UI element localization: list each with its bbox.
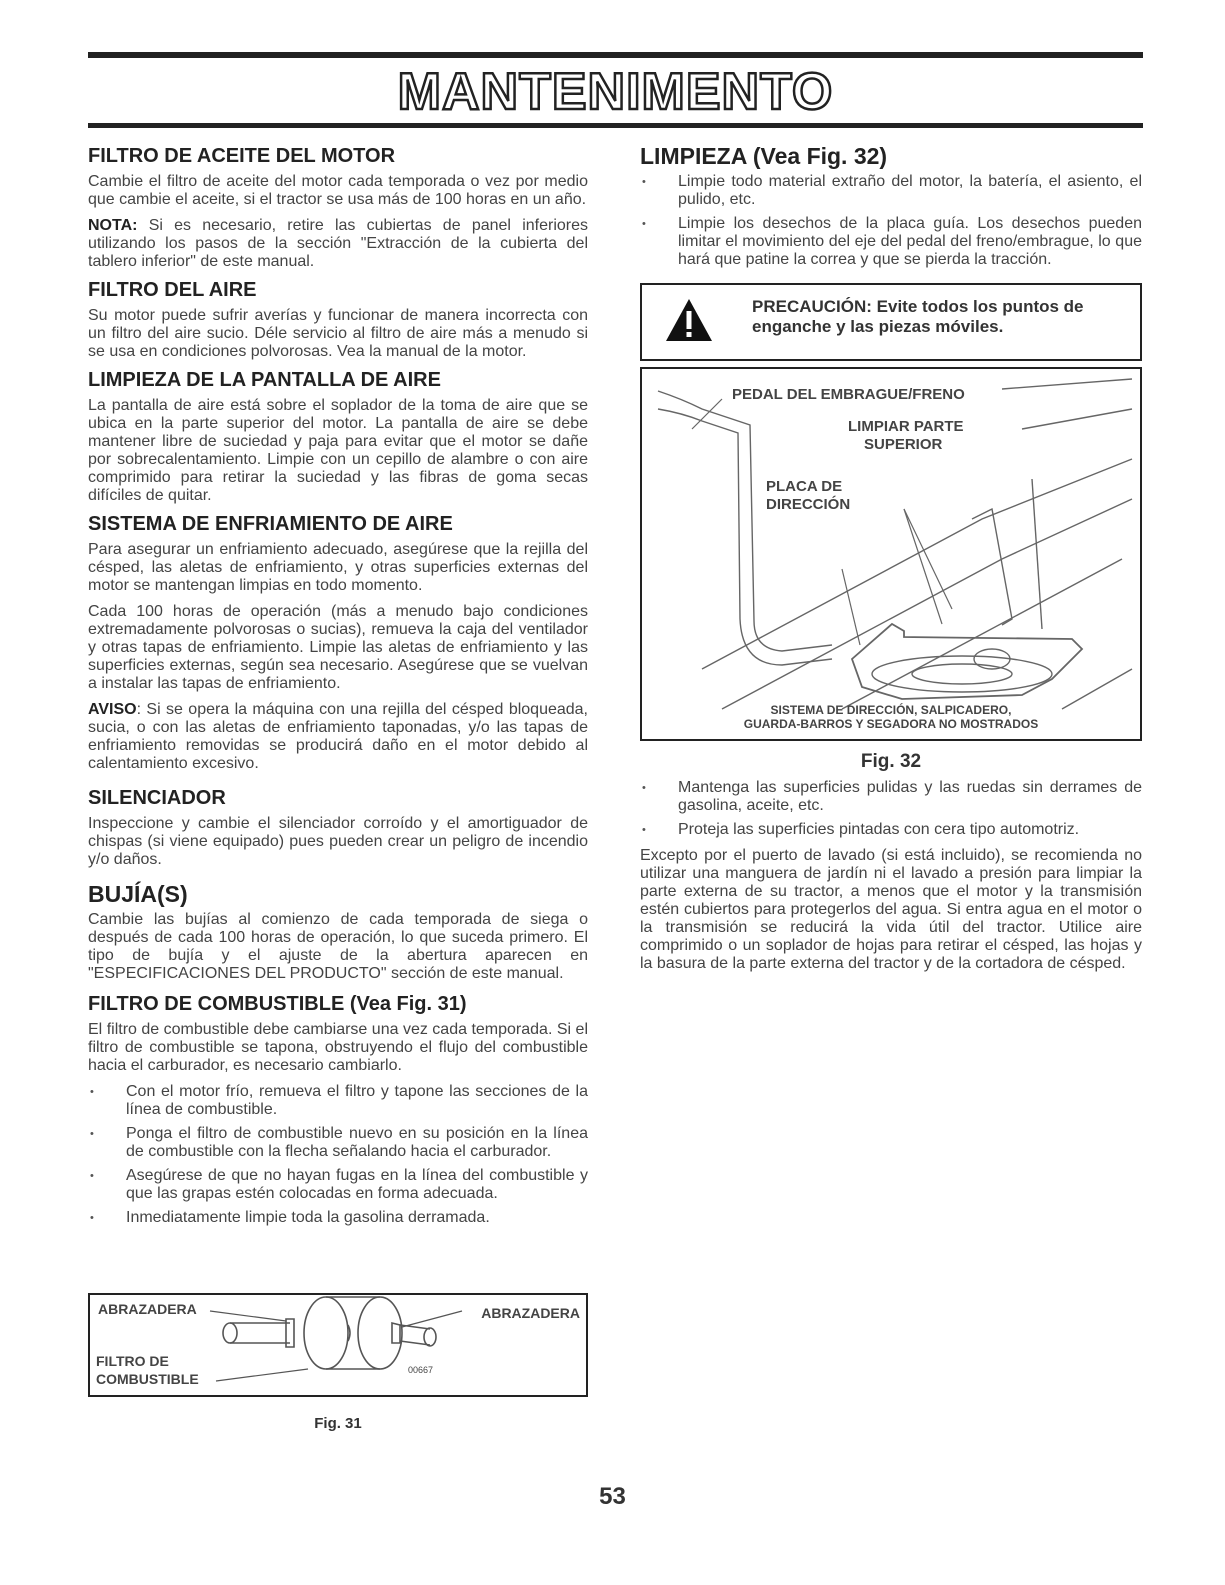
paragraph: La pantalla de aire está sobre el soplador de la toma de aire que se ubica en la parte superior del motor. La pantalla de aire se debe mantener libre de suciedad y paja para evitar que el motor se dañe por sobrecalentamiento. Limpie con un cepillo de alambre o con aire comprimido para retirar la suciedad y las fibras de goma secas difíciles de quitar. (88, 397, 588, 504)
label-pedal: PEDAL DEL EMBRAGUE/FRENO (732, 386, 965, 403)
paragraph: El filtro de combustible debe cambiarse una vez cada temporada. Si el filtro de combustible se tapona, obstruyendo el flujo del combustible hacia el carburador, es necesario cambiarlo. (88, 1021, 588, 1074)
section-spark-plugs (88, 883, 588, 983)
paragraph: Cambie las bujías al comienzo de cada temporada de siega o después de cada 100 horas de operación, lo que suceda primero. El tipo de bujía y el ajuste de la abertura aparecen en "ESPECIFICACIONES DEL PRODUCTO" sección de este manual. (88, 911, 588, 982)
list-item: • Limpie todo material extraño del motor, la batería, el asiento, el pulido, etc. (640, 173, 1142, 209)
notice-paragraph (88, 701, 588, 773)
label-clean-top-2: SUPERIOR (864, 436, 943, 453)
top-rule (88, 52, 1143, 58)
paragraph: Cambie el filtro de aceite del motor cada temporada o vez por medio que cambie el aceite, si el tractor se usa más de 100 horas en un año. (88, 173, 588, 208)
list-item: • Ponga el filtro de combustible nuevo en su posición en la línea de combustible con la flecha señalando hacia el carburador. (88, 1125, 588, 1161)
paragraph: Su motor puede sufrir averías y funcionar de manera incorrecta con un filtro del aire sucio. Déle servicio al filtro de aire más a menudo si se usa en condiciones polvorosas. Vea la manual de la motor. (88, 307, 588, 360)
section-title: FILTRO DE COMBUSTIBLE (Vea Fig. 31) (88, 993, 467, 1015)
section-air-cooling-system (88, 513, 588, 773)
cleaning-list (640, 173, 1142, 269)
surfaces-list (640, 779, 1142, 839)
label-clean-top-1: LIMPIAR PARTE (848, 418, 964, 435)
paragraph: Para asegurar un enfriamiento adecuado, asegúrese que la rejilla del césped, las aletas de enfriamiento, y otras superficies externas del motor se mantengan limpias en todo momento. (88, 541, 588, 594)
paragraph: Inspeccione y cambie el silenciador corroído y el amortiguador de chispas (si viene equipado) pues pueden crear un peligro de incendio y/o daños. (88, 815, 588, 868)
title-rule (88, 123, 1143, 128)
section-title: LIMPIEZA (Vea Fig. 32) (640, 143, 888, 169)
list-item: • Mantenga las superficies pulidas y las ruedas sin derrames de gasolina, aceite, etc. (640, 779, 1142, 815)
figure-note-2: GUARDA-BARROS Y SEGADORA NO MOSTRADOS (743, 717, 1039, 731)
section-title: FILTRO DE ACEITE DEL MOTOR (88, 145, 396, 167)
label-clamp-left: ABRAZADERA (98, 1301, 197, 1317)
section-title: SILENCIADOR (88, 787, 226, 809)
label-plate-2: DIRECCIÓN (766, 496, 851, 513)
figure-32-caption: Fig. 32 (860, 751, 922, 772)
page-number: 53 (599, 1483, 626, 1510)
list-item: • Con el motor frío, remueva el filtro y tapone las secciones de la línea de combustible. (88, 1083, 588, 1119)
list-item: • Proteja las superficies pintadas con cera tipo automotriz. (640, 821, 1142, 839)
section-title: LIMPIEZA DE LA PANTALLA DE AIRE (88, 369, 441, 391)
left-column (88, 145, 588, 1235)
figure-note-1: SISTEMA DE DIRECCIÓN, SALPICADERO, (770, 703, 1012, 717)
right-column (640, 145, 1142, 981)
note-label: NOTA: (88, 217, 138, 234)
label-fuel-filter-2: COMBUSTIBLE (96, 1371, 199, 1387)
figure-32-box (640, 367, 1142, 741)
label-fuel-filter-1: FILTRO DE (96, 1353, 169, 1369)
caution-box (640, 283, 1142, 361)
figure-code: 00667 (408, 1365, 434, 1375)
label-clamp-right: ABRAZADERA (481, 1305, 580, 1321)
figure-31-caption: Fig. 31 (314, 1415, 362, 1432)
figure-31 (88, 1293, 588, 1438)
list-item: • Inmediatamente limpie toda la gasolina derramada. (88, 1209, 588, 1227)
section-engine-oil-filter (88, 145, 588, 271)
washing-paragraph: Excepto por el puerto de lavado (si está incluido), se recomienda no utilizar una manguera de jardín ni el lavado a presión para limpiar la parte externa de su tractor, a menos que el motor y la transmisión estén cubiertos para protegerlos del agua. Si entra agua en el motor o la transmisión se reducirá la vida útil del tractor. Utilice aire comprimido o un soplador de hojas para retirar el césped, las hojas y la basura de la parte externa del tractor y de la cortadora de césped. (640, 847, 1142, 972)
list-item: • Limpie los desechos de la placa guía. Los desechos pueden limitar el movimiento del eje del pedal del freno/embrague, lo que hará que patine la correa y que se pierda la tracción. (640, 215, 1142, 269)
section-air-filter (88, 279, 588, 361)
section-fuel-filter (88, 993, 588, 1227)
notice-text: : Si se opera la máquina con una rejilla del césped bloqueada, sucia, o con las aletas de enfriamiento taponadas, y/o las tapas de enfriamiento removidas se producirá daño en el motor debido al calentamiento excesivo. (88, 701, 588, 772)
caution-line-1: PRECAUCIÓN: Evite todos los puntos de (752, 297, 1084, 316)
note-text: Si es necesario, retire las cubiertas de panel inferiores utilizando los pasos de la sección "Extracción de la cubierta del tablero inferior" de este manual. (88, 217, 588, 270)
caution-text (752, 297, 1120, 337)
section-title: BUJÍA(S) (88, 881, 188, 907)
notice-label: AVISO (88, 701, 137, 718)
note-paragraph (88, 217, 588, 271)
section-air-screen-cleaning (88, 369, 588, 505)
paragraph: Cada 100 horas de operación (más a menudo bajo condiciones extremadamente polvorosas o sucias), remueva la caja del ventilador y otras tapas de enfriamiento. Limpie las aletas de enfriamiento y las superficies externas, según sea necesario. Asegúrese que se vuelvan a instalar las tapas de enfriamiento. (88, 603, 588, 692)
section-title: FILTRO DEL AIRE (88, 279, 257, 301)
figure-31-box (88, 1293, 588, 1397)
section-muffler (88, 787, 588, 869)
warning-triangle-icon (664, 297, 714, 343)
caution-line-2: enganche y las piezas móviles. (752, 317, 1004, 336)
label-plate-1: PLACA DE (766, 478, 843, 495)
page-title: MANTENIMENTO (397, 63, 834, 121)
list-item: • Asegúrese de que no hayan fugas en la línea del combustible y que las grapas estén colocadas en forma adecuada. (88, 1167, 588, 1203)
fuel-filter-steps (88, 1083, 588, 1227)
section-title: SISTEMA DE ENFRIAMIENTO DE AIRE (88, 513, 453, 535)
